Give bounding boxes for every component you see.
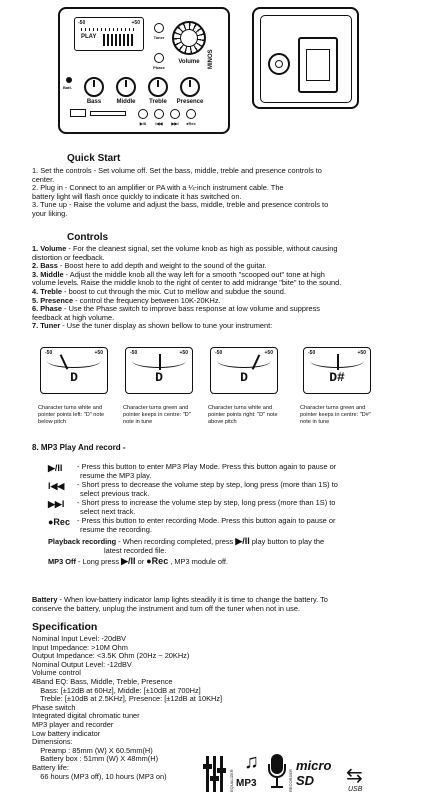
next-button[interactable] xyxy=(170,109,180,119)
battery-text: conserve the battery, unplug the instrument and turn off the tuner when not in use. xyxy=(32,603,301,613)
tuner-note: D xyxy=(240,370,248,385)
tuner-display-flat xyxy=(40,347,108,394)
phase-label: Phase xyxy=(153,65,165,70)
previous-track-icon: I◀◀ xyxy=(48,481,65,491)
playback-text: latest recorded file. xyxy=(104,545,167,555)
record-icon: ●Rec xyxy=(146,556,169,566)
micro-sd-icon xyxy=(296,758,338,794)
tuner-note: D xyxy=(155,370,163,385)
battery-led xyxy=(66,77,72,83)
volume-label: Volume xyxy=(178,59,200,65)
spec-line: Preamp : 85mm (W) X 60.5mm(H) xyxy=(32,745,153,755)
control-term: 4. Treble xyxy=(32,286,62,296)
play-pause-icon: ▶/II xyxy=(235,536,250,546)
tuner-caption: Character turns white and pointer points left: "D" note below pitch xyxy=(38,405,105,425)
tuner-scale-left: -50 xyxy=(308,350,316,356)
equalizer-label: EQUALIZER xyxy=(229,769,234,792)
play-pause-icon: ▶/II xyxy=(121,556,136,566)
batt-label: Batt. xyxy=(63,85,72,90)
battery-compartment xyxy=(298,37,338,93)
controls-heading: Controls xyxy=(67,232,109,243)
tuner-needle xyxy=(337,354,339,370)
play-pause-icon: ▶/II xyxy=(48,463,63,473)
control-desc: feedback at high volume. xyxy=(32,312,115,322)
tuner-label: Tuner xyxy=(153,35,165,40)
recorder-label: RECORDER xyxy=(288,769,293,792)
mp3-off-text: - Long press xyxy=(75,557,122,566)
bass-label: Bass xyxy=(86,99,102,105)
tuner-scale-right: +50 xyxy=(179,350,188,356)
quick-start-text xyxy=(32,167,328,219)
control-desc: distortion or feedback. xyxy=(32,252,105,262)
tuner-scale-right: +50 xyxy=(357,350,366,356)
lcd-text: PLAY xyxy=(81,34,97,40)
tuner-caption: Character turns green and pointer keeps in centre: "D#" note in tune xyxy=(300,405,371,425)
mp3-desc-line: - Short press to decrease the volume step by step, long press (more than 1S) to xyxy=(77,480,338,489)
control-desc: - Adjust the middle knob all the way left for a smooth "scooped out" tone at high xyxy=(63,269,325,279)
mp3-desc-line: - Short press to increase the volume step by step, long press (more than 1S) to xyxy=(77,498,336,507)
equalizer-icon xyxy=(203,752,237,796)
spec-line: Treble: [±10dB at 2.5KHz], Presence: [±12dB at 10KHz] xyxy=(32,694,223,704)
control-term: 2. Bass xyxy=(32,261,58,271)
control-desc: - Use the tuner display as shown bellow to tune your instrument: xyxy=(60,321,273,331)
control-desc: volume levels. Raise the middle knob to the right of center to add midrange "bite" to the sound. xyxy=(32,278,342,288)
spec-line: Battery box : 51mm (W) X 48mm(H) xyxy=(32,754,159,764)
tuner-caption: Character turns green and pointer keeps in centre: "D" note in tune xyxy=(123,405,191,425)
record-icon: ●Rec xyxy=(48,517,70,527)
quick-start-line: center. xyxy=(32,174,55,184)
spec-line: Bass: [±12dB at 60Hz], Middle: [±10dB at 700Hz] xyxy=(32,685,201,695)
mp3-off-text: or xyxy=(135,557,147,566)
tuner-scale-left: -50 xyxy=(45,350,53,356)
usb-port xyxy=(70,109,86,117)
battery-box-illustration xyxy=(252,7,359,109)
quick-start-line: 2. Plug in - Connect to an amplifier or PA with a ¼-inch instrument cable. The xyxy=(32,183,284,193)
control-desc: - boost to cut through the mix. Cut to mellow and subdue the sound. xyxy=(62,286,286,296)
tuner-display-dsharp xyxy=(303,347,371,394)
tuner-button[interactable] xyxy=(154,23,164,33)
lcd-scale-right: +50 xyxy=(131,20,140,26)
tuner-caption: Character turns white and pointer points right: "D" note above pitch xyxy=(208,405,278,425)
playback-text: play button to play the xyxy=(249,537,325,546)
middle-knob[interactable] xyxy=(116,77,136,97)
mp3-icon-label: MP3 xyxy=(236,778,257,789)
mp3-desc-line: resume the MP3 play. xyxy=(80,470,152,480)
mp3-desc-line: - Press this button to enter MP3 Play Mode. Press this button again to pause or xyxy=(77,462,337,471)
control-term: 3. Middle xyxy=(32,269,64,279)
spec-line: Battery life: xyxy=(32,762,69,772)
battery-term: Battery xyxy=(32,595,58,604)
control-desc: - Boost here to add depth and weight to the sound of the guitar. xyxy=(57,261,267,271)
tuner-needle xyxy=(159,354,161,370)
spec-line: 66 hours (MP3 off), 10 hours (MP3 on) xyxy=(32,771,167,781)
tuner-scale-left: -50 xyxy=(130,350,138,356)
playback-term: Playback recording xyxy=(48,537,117,546)
spec-line: Low battery indicator xyxy=(32,728,101,738)
mp3-desc-line: resume the recording. xyxy=(80,524,152,534)
controls-text xyxy=(32,245,341,331)
spec-line: Nominal Input Level: -20dBV xyxy=(32,634,127,643)
control-term: 1. Volume xyxy=(32,244,67,253)
quick-start-line: 1. Set the controls - Set volume off. Set the bass, middle, treble and presence controls to xyxy=(32,166,322,175)
play-pause-button[interactable] xyxy=(138,109,148,119)
mp3-desc-line: select next track. xyxy=(80,506,136,516)
control-term: 6. Phase xyxy=(32,304,62,314)
next-track-icon: ▶▶I xyxy=(48,499,65,509)
brand-logo: MINOS xyxy=(208,49,214,69)
mp3-desc-line: - Press this button to enter recording Mode. Press this button again to pause or xyxy=(77,516,336,525)
tuner-note: D# xyxy=(329,370,345,385)
control-term: 7. Tuner xyxy=(32,321,61,331)
bass-knob[interactable] xyxy=(84,77,104,97)
control-desc: - control the frequency between 10K-20KHz. xyxy=(73,295,221,305)
quick-start-line: your liking. xyxy=(32,208,68,218)
spec-line: Volume control xyxy=(32,668,81,678)
battery-text: - When low-battery indicator lamp lights steadily it is time to change the battery. To xyxy=(57,595,328,604)
specification-list xyxy=(32,635,222,781)
play-pause-label: ▶/II xyxy=(139,121,147,126)
control-desc: - For the cleanest signal, set the volume knob as high as possible, without causing xyxy=(66,244,338,253)
treble-knob[interactable] xyxy=(148,77,168,97)
phase-button[interactable] xyxy=(154,53,164,63)
lcd-display xyxy=(74,17,144,51)
volume-knob[interactable] xyxy=(172,21,206,55)
middle-label: Middle xyxy=(116,99,136,105)
specification-heading: Specification xyxy=(32,621,98,633)
lcd-scale-left: -50 xyxy=(78,20,86,26)
tuner-display-sharp xyxy=(210,347,278,394)
tuner-display-in-tune xyxy=(125,347,193,394)
tuner-scale-right: +50 xyxy=(94,350,103,356)
previous-button[interactable] xyxy=(154,109,164,119)
mp3-heading: 8. MP3 Play And record - xyxy=(32,443,126,452)
spec-line: 4Band EQ: Bass, Middle, Treble, Presence xyxy=(32,676,173,686)
tuner-scale-left: -50 xyxy=(215,350,223,356)
spec-line: Phase switch xyxy=(32,702,76,712)
previous-label: I◀◀ xyxy=(155,121,163,126)
record-label: ●Rec xyxy=(186,121,196,126)
mp3-desc-line: select previous track. xyxy=(80,488,150,498)
spec-line: Input Impedance: >10M Ohm xyxy=(32,642,128,652)
quick-start-heading: Quick Start xyxy=(67,153,121,164)
spec-line: Integrated digital chromatic tuner xyxy=(32,711,140,721)
tuner-note: D xyxy=(70,370,78,385)
record-button[interactable] xyxy=(186,109,196,119)
playback-text: - When recording completed, press xyxy=(116,537,236,546)
quick-start-line: 3. Tune up - Raise the volume and adjust the bass, middle, treble and presence controls to xyxy=(32,200,329,210)
spec-line: MP3 player and recorder xyxy=(32,719,114,729)
spec-line: Output Impedance: <3.5K Ohm (20Hz ~ 20KHz) xyxy=(32,651,190,661)
spec-line: Nominal Output Level: -12dBV xyxy=(32,659,132,669)
usb-icon: ⇆ USB xyxy=(346,765,363,793)
mp3-off-text: , MP3 module off. xyxy=(168,557,229,566)
presence-label: Presence xyxy=(176,99,204,105)
spec-line: Dimensions: xyxy=(32,737,73,747)
tuner-scale-right: +50 xyxy=(264,350,273,356)
presence-knob[interactable] xyxy=(180,77,200,97)
control-desc: - Use the Phase switch to improve bass response at low volume and suppress xyxy=(62,304,320,314)
next-label: ▶▶I xyxy=(171,121,179,126)
mp3-off-term: MP3 Off xyxy=(48,557,76,566)
mp3-music-icon: ♫ MP3 xyxy=(236,751,259,789)
treble-label: Treble xyxy=(149,99,167,105)
jack-socket xyxy=(268,53,290,75)
control-term: 5. Presence xyxy=(32,295,74,305)
usb-label: USB xyxy=(348,786,363,793)
recorder-microphone-icon xyxy=(268,752,292,796)
preamp-panel-illustration xyxy=(58,7,230,134)
quick-start-line: battery light will flash once quickly to indicate it has switched on. xyxy=(32,191,242,201)
micro-sd-label: micro SD xyxy=(296,758,332,788)
sd-slot xyxy=(90,111,126,116)
